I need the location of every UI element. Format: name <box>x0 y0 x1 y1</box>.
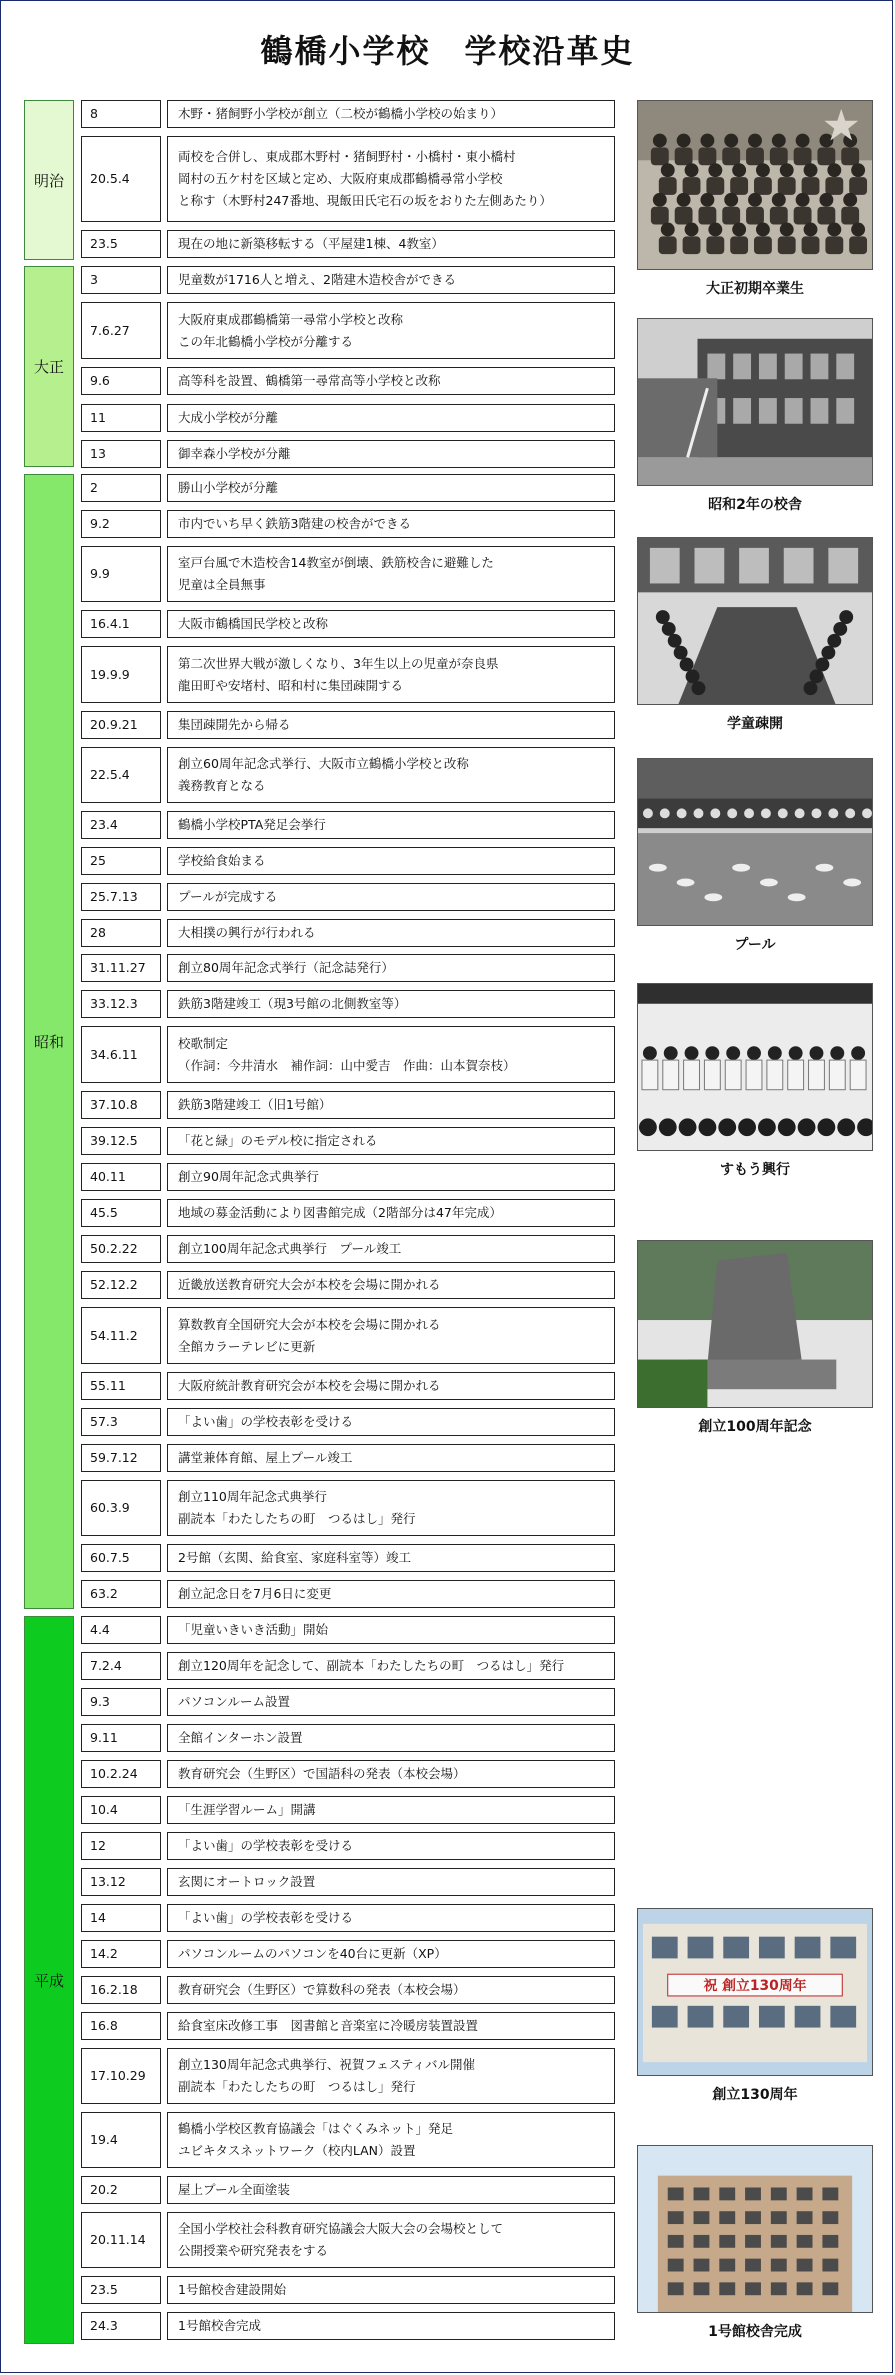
event-description <box>167 1940 615 1968</box>
event-description <box>167 1480 615 1536</box>
event-description <box>167 1026 615 1083</box>
event-date: 45.5 <box>81 1199 161 1227</box>
event-line: 2号館（玄関、給食室、家庭科室等）竣工 <box>178 1550 411 1565</box>
event-description <box>167 1976 615 2004</box>
event-line: 御幸森小学校が分離 <box>178 446 291 461</box>
event-line: 児童数が1716人と増え、2階建木造校舎ができる <box>178 272 457 287</box>
event-line: 鉄筋3階建竣工（現3号館の北側教室等） <box>178 996 407 1011</box>
event-date: 14 <box>81 1904 161 1932</box>
event-description <box>167 883 615 911</box>
event-date: 52.12.2 <box>81 1271 161 1299</box>
event-description <box>167 440 615 468</box>
event-line: 近畿放送教育研究大会が本校を会場に開かれる <box>178 1277 441 1292</box>
event-date: 8 <box>81 100 161 128</box>
event-line: 副読本「わたしたちの町 つるはし」発行 <box>178 1511 416 1526</box>
event-description <box>167 1652 615 1680</box>
event-description <box>167 2112 615 2168</box>
event-line: 全館カラーテレビに更新 <box>178 1338 316 1354</box>
event-date: 60.3.9 <box>81 1480 161 1536</box>
event-description <box>167 1444 615 1472</box>
event-line: 創立110周年記念式典挙行 <box>178 1489 327 1504</box>
event-line: 室戸台風で木造校舎14教室が倒壊、鉄筋校舎に避難した <box>178 555 494 570</box>
event-date: 23.4 <box>81 811 161 839</box>
event-line: 教育研究会（生野区）で算数科の発表（本校会場） <box>178 1982 466 1997</box>
event-line: 「児童いきいき活動」開始 <box>178 1622 329 1637</box>
anniversary-building-photo-image <box>638 1909 872 2075</box>
event-line: 創立90周年記念式典挙行 <box>178 1169 319 1184</box>
event-date: 40.11 <box>81 1163 161 1191</box>
event-date: 11 <box>81 404 161 432</box>
page-title: 鶴橋小学校 学校沿革史 <box>260 32 635 70</box>
event-description <box>167 474 615 502</box>
era-label: 明治 <box>24 100 74 260</box>
event-date: 33.12.3 <box>81 990 161 1018</box>
event-description <box>167 2012 615 2040</box>
event-description <box>167 711 615 739</box>
event-line: 大成小学校が分離 <box>178 410 279 425</box>
event-date: 20.9.21 <box>81 711 161 739</box>
event-description <box>167 1580 615 1608</box>
photo-caption: 1号館校舎完成 <box>708 2324 802 2340</box>
event-description <box>167 302 615 359</box>
event-description <box>167 919 615 947</box>
event-line: 玄関にオートロック設置 <box>178 1874 316 1889</box>
event-line: 集団疎開先から帰る <box>178 717 291 732</box>
event-description <box>167 136 615 222</box>
event-description <box>167 1760 615 1788</box>
event-description <box>167 2176 615 2204</box>
event-date: 16.2.18 <box>81 1976 161 2004</box>
event-date: 7.6.27 <box>81 302 161 359</box>
evacuation-photo <box>637 537 873 705</box>
event-line: パソコンルーム設置 <box>178 1694 290 1709</box>
event-description <box>167 546 615 602</box>
event-date: 25 <box>81 847 161 875</box>
event-line: 教育研究会（生野区）で国語科の発表（本校会場） <box>178 1766 466 1781</box>
event-line: 大阪市鶴橋国民学校と改称 <box>178 616 329 631</box>
event-line: 創立80周年記念式挙行（記念誌発行） <box>178 960 394 975</box>
event-description <box>167 1091 615 1119</box>
event-line: パソコンルームのパソコンを40台に更新（XP） <box>178 1946 447 1961</box>
event-date: 19.9.9 <box>81 646 161 703</box>
event-description <box>167 1868 615 1896</box>
event-description <box>167 100 615 128</box>
event-line: 「生涯学習ルーム」開講 <box>178 1802 316 1817</box>
era-label: 大正 <box>24 266 74 467</box>
event-line: 創立100周年記念式典挙行 プール竣工 <box>178 1241 402 1256</box>
event-date: 12 <box>81 1832 161 1860</box>
event-line: 義務教育となる <box>178 778 266 793</box>
event-line: 給食室床改修工事 図書館と音楽室に冷暖房装置設置 <box>178 2018 479 2033</box>
event-description <box>167 1408 615 1436</box>
event-line: 全館インターホン設置 <box>178 1730 303 1745</box>
new-building-photo <box>637 2145 873 2313</box>
school-building-photo <box>637 318 873 486</box>
event-description <box>167 1832 615 1860</box>
era-label: 平成 <box>24 1616 74 2344</box>
event-line: 両校を合併し、東成郡木野村・猪飼野村・小橋村・東小橋村 <box>178 149 516 164</box>
event-description <box>167 1199 615 1227</box>
event-date: 22.5.4 <box>81 747 161 803</box>
event-line: と称す（木野村247番地、現飯田氏宅石の坂をおりた左側あたり） <box>178 193 552 208</box>
anniversary-building-photo <box>637 1908 873 2076</box>
event-description <box>167 1127 615 1155</box>
event-line: 校歌制定 <box>178 1035 229 1051</box>
photo-caption: プール <box>734 937 776 953</box>
event-line: プールが完成する <box>178 889 278 904</box>
event-date: 23.5 <box>81 230 161 258</box>
event-line: 大阪府統計教育研究会が本校を会場に開かれる <box>178 1378 441 1393</box>
era-label: 昭和 <box>24 474 74 1609</box>
event-date: 60.7.5 <box>81 1544 161 1572</box>
event-date: 3 <box>81 266 161 294</box>
event-description <box>167 1163 615 1191</box>
photo-caption: すもう興行 <box>720 1162 790 1178</box>
event-line: 「よい歯」の学校表彰を受ける <box>178 1910 354 1925</box>
group-photo <box>637 100 873 270</box>
event-line: 岡村の五ケ村を区域と定め、大阪府東成郡鶴橋尋常小学校 <box>178 171 503 186</box>
event-line: 勝山小学校が分離 <box>178 480 279 495</box>
event-line: 創立記念日を7月6日に変更 <box>178 1586 332 1601</box>
event-description <box>167 367 615 395</box>
event-date: 20.5.4 <box>81 136 161 222</box>
photo-caption: 創立130周年 <box>712 2087 798 2103</box>
photo-caption: 大正初期卒業生 <box>706 281 804 297</box>
event-line: 大阪府東成郡鶴橋第一尋常小学校と改称 <box>178 311 404 327</box>
event-date: 57.3 <box>81 1408 161 1436</box>
event-date: 20.2 <box>81 2176 161 2204</box>
event-description <box>167 2212 615 2268</box>
event-line: 現在の地に新築移転する（平屋建1棟、4教室） <box>178 236 444 251</box>
event-line: 学校給食始まる <box>178 853 266 868</box>
event-date: 63.2 <box>81 1580 161 1608</box>
event-line: 全国小学校社会科教育研究協議会大阪大会の会場校として <box>178 2221 504 2236</box>
event-description <box>167 1616 615 1644</box>
event-description <box>167 2312 615 2340</box>
event-date: 14.2 <box>81 1940 161 1968</box>
event-description <box>167 1904 615 1932</box>
monument-photo <box>637 1240 873 1408</box>
photo-caption: 学童疎開 <box>727 716 783 732</box>
event-line: この年北鶴橋小学校が分離する <box>178 333 354 349</box>
event-description <box>167 954 615 982</box>
event-date: 50.2.22 <box>81 1235 161 1263</box>
event-line: 創立120周年を記念して、副読本「わたしたちの町 つるはし」発行 <box>178 1658 565 1673</box>
group-photo-image <box>638 101 872 269</box>
event-description <box>167 1372 615 1400</box>
event-date: 19.4 <box>81 2112 161 2168</box>
event-date: 16.8 <box>81 2012 161 2040</box>
event-date: 7.2.4 <box>81 1652 161 1680</box>
event-line: 公開授業や研究発表をする <box>178 2243 329 2258</box>
event-description <box>167 990 615 1018</box>
new-building-photo-image <box>638 2146 872 2312</box>
event-date: 28 <box>81 919 161 947</box>
event-description <box>167 847 615 875</box>
event-line: 木野・猪飼野小学校が創立（二校が鶴橋小学校の始まり） <box>178 106 504 121</box>
event-date: 20.11.14 <box>81 2212 161 2268</box>
event-date: 17.10.29 <box>81 2048 161 2104</box>
event-line: 算数教育全国研究大会が本校を会場に開かれる <box>178 1316 441 1332</box>
event-description <box>167 2276 615 2304</box>
photo-caption: 昭和2年の校舎 <box>708 497 802 513</box>
event-date: 24.3 <box>81 2312 161 2340</box>
event-description <box>167 1544 615 1572</box>
event-description <box>167 230 615 258</box>
photo-banner-text: 祝 創立130周年 <box>703 1978 807 1995</box>
event-date: 9.9 <box>81 546 161 602</box>
event-date: 9.11 <box>81 1724 161 1752</box>
event-description <box>167 811 615 839</box>
event-line: 創立60周年記念式挙行、大阪市立鶴橋小学校と改称 <box>178 756 469 771</box>
event-date: 54.11.2 <box>81 1307 161 1364</box>
event-description <box>167 1724 615 1752</box>
event-date: 37.10.8 <box>81 1091 161 1119</box>
event-line: 1号館校舎完成 <box>178 2318 261 2333</box>
sumo-photo-image <box>638 984 872 1150</box>
event-line: 児童は全員無事 <box>178 577 266 592</box>
event-date: 16.4.1 <box>81 610 161 638</box>
event-date: 10.2.24 <box>81 1760 161 1788</box>
event-line: 大相撲の興行が行われる <box>178 925 316 940</box>
pool-photo-image <box>638 759 872 925</box>
event-line: 創立130周年記念式典挙行、祝賀フェスティバル開催 <box>178 2057 475 2072</box>
event-description <box>167 510 615 538</box>
event-line: 屋上プール全面塗装 <box>178 2182 290 2197</box>
event-line: 「よい歯」の学校表彰を受ける <box>178 1838 354 1853</box>
event-line: 講堂兼体育館、屋上プール竣工 <box>178 1450 353 1465</box>
sumo-photo <box>637 983 873 1151</box>
event-date: 59.7.12 <box>81 1444 161 1472</box>
event-line: 「花と緑」のモデル校に指定される <box>178 1133 378 1148</box>
event-line: 鉄筋3階建竣工（旧1号館） <box>178 1097 332 1112</box>
event-date: 39.12.5 <box>81 1127 161 1155</box>
monument-photo-image <box>638 1241 872 1407</box>
event-line: （作詞：今井清水 補作詞：山中愛吉 作曲：山本賀奈枝） <box>178 1057 516 1073</box>
evacuation-photo-image <box>638 538 872 704</box>
event-date: 9.6 <box>81 367 161 395</box>
event-date: 9.3 <box>81 1688 161 1716</box>
event-description <box>167 1271 615 1299</box>
event-date: 25.7.13 <box>81 883 161 911</box>
event-date: 23.5 <box>81 2276 161 2304</box>
event-date: 10.4 <box>81 1796 161 1824</box>
event-description <box>167 1235 615 1263</box>
event-line: 1号館校舎建設開始 <box>178 2282 286 2297</box>
event-description <box>167 610 615 638</box>
school-building-photo-image <box>638 319 872 485</box>
event-date: 9.2 <box>81 510 161 538</box>
event-description <box>167 266 615 294</box>
event-date: 34.6.11 <box>81 1026 161 1083</box>
photo-caption: 創立100周年記念 <box>698 1419 812 1435</box>
event-description <box>167 747 615 803</box>
event-line: 龍田町や安堵村、昭和村に集団疎開する <box>178 677 404 693</box>
event-line: 高等科を設置、鶴橋第一尋常高等小学校と改称 <box>178 373 441 388</box>
event-line: ユビキタスネットワーク（校内LAN）設置 <box>178 2143 416 2158</box>
event-description <box>167 1688 615 1716</box>
event-line: 第二次世界大戦が激しくなり、3年生以上の児童が奈良県 <box>178 655 499 671</box>
event-date: 13 <box>81 440 161 468</box>
event-line: 「よい歯」の学校表彰を受ける <box>178 1414 354 1429</box>
event-line: 鶴橋小学校PTA発足会挙行 <box>178 817 326 832</box>
event-date: 4.4 <box>81 1616 161 1644</box>
event-line: 地域の募金活動により図書館完成（2階部分は47年完成） <box>178 1205 502 1220</box>
event-description <box>167 1796 615 1824</box>
event-description <box>167 404 615 432</box>
event-description <box>167 646 615 703</box>
event-date: 55.11 <box>81 1372 161 1400</box>
event-line: 副読本「わたしたちの町 つるはし」発行 <box>178 2079 416 2094</box>
event-description <box>167 2048 615 2104</box>
event-date: 2 <box>81 474 161 502</box>
event-description <box>167 1307 615 1364</box>
event-line: 鶴橋小学校区教育協議会「はぐくみネット」発足 <box>178 2121 454 2136</box>
pool-photo <box>637 758 873 926</box>
event-date: 13.12 <box>81 1868 161 1896</box>
event-line: 市内でいち早く鉄筋3階建の校舎ができる <box>178 516 411 531</box>
event-date: 31.11.27 <box>81 954 161 982</box>
